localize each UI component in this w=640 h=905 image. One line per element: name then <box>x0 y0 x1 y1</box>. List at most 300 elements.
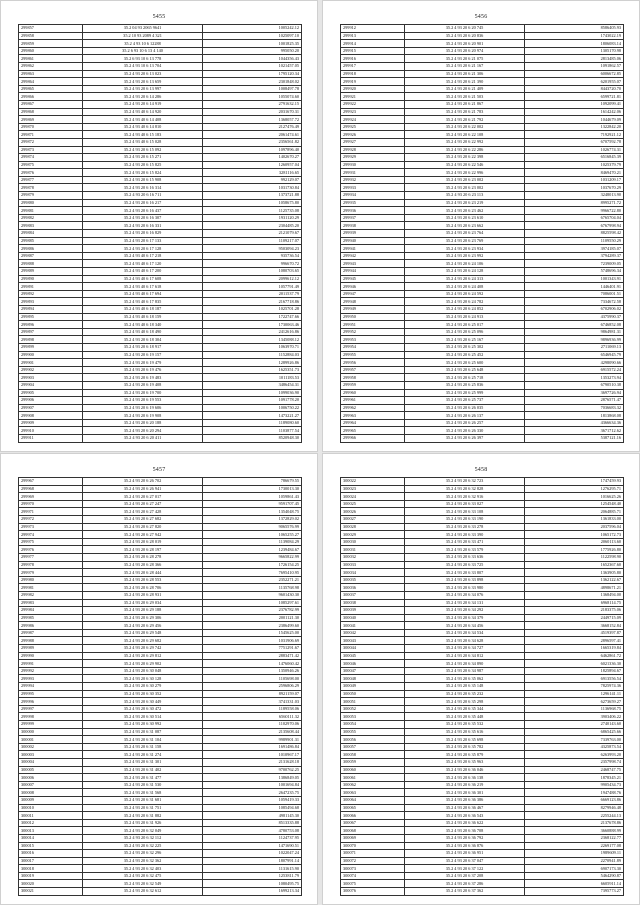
value-cell: 4981145.30 <box>203 812 302 820</box>
value-cell: 1124737.95 <box>203 834 302 842</box>
coordinate-cell: 35.2 4 93 20 6 31 568 <box>82 789 202 797</box>
row-id-cell: 299919 <box>341 78 405 86</box>
row-id-cell: 299945 <box>341 275 405 283</box>
table-row <box>19 192 302 200</box>
row-id-cell: 300011 <box>19 812 83 820</box>
row-id-cell: 299986 <box>19 622 83 630</box>
row-id-cell: 299964 <box>341 419 405 427</box>
table-row <box>19 872 302 880</box>
coordinate-cell: 35.2 4 93 40 6 15 183 <box>82 131 202 139</box>
coordinate-cell: 35.2 4 93 20 6 37 122 <box>404 865 524 873</box>
row-id-cell: 299899 <box>19 343 83 351</box>
row-id-cell: 299860 <box>19 47 83 55</box>
row-id-cell: 299914 <box>341 40 405 48</box>
coordinate-cell: 35.2 4 93 20 6 36 792 <box>404 834 524 842</box>
table-row <box>341 359 624 367</box>
value-cell: 1037670.29 <box>525 184 624 192</box>
row-id-cell: 300039 <box>341 607 405 615</box>
row-id-cell: 299873 <box>19 146 83 154</box>
coordinate-cell: 35.2 4 93 20 6 15 825 <box>82 161 202 169</box>
table-row <box>19 812 302 820</box>
table-row <box>19 328 302 336</box>
row-id-cell: 299868 <box>19 108 83 116</box>
value-cell: 935736.54 <box>203 252 302 260</box>
row-id-cell: 299889 <box>19 268 83 276</box>
coordinate-cell: 35.2 4 93 20 6 36 708 <box>404 827 524 835</box>
coordinate-cell: 35.2 4 93 20 6 31 104 <box>82 736 202 744</box>
table-row <box>341 146 624 154</box>
row-id-cell: 300012 <box>19 819 83 827</box>
coordinate-cell: 35.2 4 93 20 6 33 027 <box>404 500 524 508</box>
coordinate-cell: 35.2 4 93 20 6 37 362 <box>404 888 524 896</box>
coordinate-cell: 35.2 4 93 40 6 18 490 <box>82 328 202 336</box>
row-id-cell: 299944 <box>341 268 405 276</box>
table-row <box>341 343 624 351</box>
row-id-cell: 299863 <box>19 70 83 78</box>
table-row <box>341 698 624 706</box>
value-cell: 6707592.78 <box>525 138 624 146</box>
table-row <box>341 116 624 124</box>
table-row <box>341 789 624 797</box>
row-id-cell: 299885 <box>19 237 83 245</box>
row-id-cell: 299924 <box>341 116 405 124</box>
value-cell: 1099036.90 <box>203 389 302 397</box>
table-row <box>341 690 624 698</box>
value-cell: 7192921.12 <box>525 131 624 139</box>
row-id-cell: 299875 <box>19 161 83 169</box>
coordinate-cell: 35.2 4 93 40 6 18 340 <box>82 321 202 329</box>
value-cell: 2813485.06 <box>525 55 624 63</box>
table-row <box>19 774 302 782</box>
table-row <box>19 713 302 721</box>
value-cell: 1807991.14 <box>203 857 302 865</box>
table-row <box>19 591 302 599</box>
table-row <box>341 313 624 321</box>
value-cell: 1726154.25 <box>203 561 302 569</box>
row-id-cell: 299880 <box>19 199 83 207</box>
table-row <box>341 40 624 48</box>
row-id-cell: 300048 <box>341 675 405 683</box>
table-row <box>19 313 302 321</box>
coordinate-cell: 35.2 4 93 20 6 33 390 <box>404 531 524 539</box>
row-id-cell: 299901 <box>19 359 83 367</box>
row-id-cell: 300071 <box>341 850 405 858</box>
coordinate-cell: 35.2 4 93 40 6 15 028 <box>82 138 202 146</box>
coordinate-cell: 35.2 4 93 20 6 30 352 <box>82 690 202 698</box>
table-row <box>19 660 302 668</box>
value-cell: 3668152.84 <box>525 622 624 630</box>
row-id-cell: 300030 <box>341 538 405 546</box>
value-cell: 1473221.27 <box>203 412 302 420</box>
value-cell: 1059861.43 <box>203 493 302 501</box>
value-cell: 3660888.99 <box>525 827 624 835</box>
row-id-cell: 299893 <box>19 298 83 306</box>
table-row <box>341 569 624 577</box>
row-id-cell: 299963 <box>341 412 405 420</box>
row-id-cell: 299931 <box>341 169 405 177</box>
value-cell: 7751291.67 <box>203 645 302 653</box>
table-row <box>341 138 624 146</box>
coordinate-cell: 35.2 4 93 20 6 23 764 <box>404 230 524 238</box>
table-row <box>341 351 624 359</box>
value-cell: 4375990.37 <box>525 313 624 321</box>
value-cell: 6516845.39 <box>525 154 624 162</box>
table-row <box>19 667 302 675</box>
coordinate-cell: 35.2 4 93 20 6 15 092 <box>82 146 202 154</box>
table-row <box>341 366 624 374</box>
value-cell: 6560111.32 <box>203 713 302 721</box>
row-id-cell: 299869 <box>19 116 83 124</box>
value-cell: 1080495.75 <box>203 880 302 888</box>
table-row <box>19 305 302 313</box>
value-cell: 1253811.79 <box>203 872 302 880</box>
row-id-cell: 299900 <box>19 351 83 359</box>
value-cell: 1125735.08 <box>203 207 302 215</box>
row-id-cell: 299906 <box>19 397 83 405</box>
value-cell: 1322842.20 <box>525 123 624 131</box>
row-id-cell: 299895 <box>19 313 83 321</box>
row-id-cell: 300046 <box>341 660 405 668</box>
table-row <box>19 55 302 63</box>
coordinate-cell: 35.2 4 93 20 6 24 592 <box>404 290 524 298</box>
table-row <box>341 629 624 637</box>
table-row <box>341 321 624 329</box>
value-cell: 3697726.94 <box>525 389 624 397</box>
coordinate-cell: 35.2 4 93 10 6 12288 <box>82 40 202 48</box>
value-cell: 2167718.86 <box>203 298 302 306</box>
value-cell: 2711069.13 <box>525 343 624 351</box>
table-row <box>19 721 302 729</box>
coordinate-cell: 35.2 4 93 20 6 31 274 <box>82 751 202 759</box>
value-cell: 1345088.12 <box>203 336 302 344</box>
coordinate-cell: 35.2 4 93 20 6 34 292 <box>404 607 524 615</box>
row-id-cell: 300021 <box>19 888 83 896</box>
coordinate-cell: 35.2 4 93 20 6 20 836 <box>404 32 524 40</box>
value-cell: 1545625.00 <box>203 629 302 637</box>
value-cell: 1103877.54 <box>203 427 302 435</box>
table-row <box>341 614 624 622</box>
coordinate-cell: 35.2 4 93 20 6 35 344 <box>404 705 524 713</box>
value-cell: 2368122.77 <box>525 834 624 842</box>
table-row <box>341 645 624 653</box>
coordinate-cell: 35.2 4 93 20 6 31 087 <box>82 728 202 736</box>
value-cell: 2183375.06 <box>525 607 624 615</box>
value-cell: 2304485.20 <box>203 222 302 230</box>
value-cell: 1730013.30 <box>203 485 302 493</box>
value-cell: 2099612.12 <box>203 275 302 283</box>
row-id-cell: 299857 <box>19 25 83 33</box>
value-cell: 3903406.22 <box>525 713 624 721</box>
row-id-cell: 300068 <box>341 827 405 835</box>
value-cell: 2449715.09 <box>525 614 624 622</box>
table-row <box>19 865 302 873</box>
table-row <box>341 584 624 592</box>
row-id-cell: 299948 <box>341 298 405 306</box>
row-id-cell: 299952 <box>341 328 405 336</box>
table-row <box>341 154 624 162</box>
table-row <box>341 169 624 177</box>
row-id-cell: 300014 <box>19 834 83 842</box>
value-cell: 5464290.87 <box>525 872 624 880</box>
row-id-cell: 299902 <box>19 366 83 374</box>
coordinate-cell: 35.2 4 93 20 6 36 219 <box>404 781 524 789</box>
value-cell: 1001343.91 <box>525 275 624 283</box>
value-cell: 2883471.42 <box>203 652 302 660</box>
row-id-cell: 299981 <box>19 584 83 592</box>
document-page-1 <box>0 0 318 452</box>
value-cell: 7086001.51 <box>525 290 624 298</box>
table-row <box>19 62 302 70</box>
coordinate-cell: 35.2 4 93 20 6 34 456 <box>404 622 524 630</box>
coordinate-cell: 35.2 4 93 20 6 33 807 <box>404 569 524 577</box>
coordinate-cell: 35.2 4 93 20 6 23 662 <box>404 222 524 230</box>
row-id-cell: 300044 <box>341 645 405 653</box>
table-row <box>341 766 624 774</box>
table-row <box>341 508 624 516</box>
table-row <box>19 290 302 298</box>
value-cell: 6273659.27 <box>525 698 624 706</box>
value-cell: 2001121.30 <box>203 614 302 622</box>
row-id-cell: 300053 <box>341 713 405 721</box>
table-row <box>19 629 302 637</box>
row-id-cell: 299925 <box>341 123 405 131</box>
table-row <box>19 40 302 48</box>
table-row <box>341 427 624 435</box>
value-cell: 1022047.24 <box>203 850 302 858</box>
coordinate-cell: 35.2 4 93 20 6 29 902 <box>82 660 202 668</box>
value-cell: 1747459.93 <box>525 478 624 486</box>
value-cell: 2412616.86 <box>203 328 302 336</box>
coordinate-cell: 35.2 4 93 20 6 32 112 <box>82 834 202 842</box>
table-row <box>341 538 624 546</box>
table-row <box>341 207 624 215</box>
value-cell: 1044356.43 <box>203 55 302 63</box>
value-cell: 1878345.21 <box>525 774 624 782</box>
coordinate-cell: 35.2 4 93 20 6 16 711 <box>82 192 202 200</box>
coordinate-cell: 35.2 4 93 20 6 34 727 <box>404 645 524 653</box>
value-cell: 1011183.53 <box>203 374 302 382</box>
value-cell: 1795120.34 <box>203 70 302 78</box>
value-cell: 1109550.29 <box>525 237 624 245</box>
row-id-cell: 300031 <box>341 546 405 554</box>
coordinate-cell: 35.2 4 93 20 6 13 997 <box>82 85 202 93</box>
row-id-cell: 299920 <box>341 85 405 93</box>
value-cell: 6765704.04 <box>525 214 624 222</box>
value-cell: 2386499.60 <box>203 622 302 630</box>
table-row <box>19 93 302 101</box>
table-row <box>341 531 624 539</box>
value-cell: 6915572.24 <box>525 366 624 374</box>
table-row <box>341 47 624 55</box>
value-cell: 1105698.00 <box>203 675 302 683</box>
table-row <box>19 283 302 291</box>
table-row <box>19 108 302 116</box>
coordinate-cell: 35.2 4 93 20 6 21 390 <box>404 78 524 86</box>
table-row <box>341 865 624 873</box>
coordinate-cell: 35.2 4 93 20 6 31 926 <box>82 819 202 827</box>
coordinate-cell: 35.2 4 93 20 6 31 751 <box>82 804 202 812</box>
value-cell: 1775926.80 <box>525 546 624 554</box>
table-row <box>341 500 624 508</box>
table-row <box>19 569 302 577</box>
coordinate-cell: 35.2 4 93 20 6 29 034 <box>82 599 202 607</box>
row-id-cell: 300036 <box>341 584 405 592</box>
value-cell: 1471690.51 <box>203 842 302 850</box>
row-id-cell: 299975 <box>19 538 83 546</box>
table-row <box>19 622 302 630</box>
coordinate-cell: 35.2 4 93 20 6 20 294 <box>82 427 202 435</box>
table-row <box>19 546 302 554</box>
table-row <box>19 834 302 842</box>
row-id-cell: 299871 <box>19 131 83 139</box>
coordinate-cell: 35.2 4 93 20 6 35 448 <box>404 713 524 721</box>
coordinate-cell: 35.2 4 93 20 6 29 812 <box>82 652 202 660</box>
coordinate-cell: 35.2 4 93 20 6 15 908 <box>82 176 202 184</box>
coordinate-cell: 35.2 4 93 20 6 22 002 <box>404 123 524 131</box>
table-row <box>341 758 624 766</box>
row-id-cell: 299884 <box>19 230 83 238</box>
row-id-cell: 299939 <box>341 230 405 238</box>
table-row <box>19 275 302 283</box>
row-id-cell: 300035 <box>341 576 405 584</box>
coordinate-cell: 35.2 4 93 40 6 17 200 <box>82 268 202 276</box>
table-row <box>341 283 624 291</box>
value-cell: 1189080.60 <box>203 419 302 427</box>
value-cell: 1353273.94 <box>525 374 624 382</box>
table-row <box>341 675 624 683</box>
value-cell: 7036683.32 <box>525 404 624 412</box>
row-id-cell: 300004 <box>19 758 83 766</box>
value-cell: 1368494.00 <box>525 591 624 599</box>
value-cell: 9591707.45 <box>203 500 302 508</box>
table-row <box>19 728 302 736</box>
value-cell: 1806083.14 <box>525 40 624 48</box>
value-cell: 1063970.71 <box>203 343 302 351</box>
value-cell: 4366634.36 <box>525 419 624 427</box>
row-id-cell: 299973 <box>19 523 83 531</box>
table-row <box>19 336 302 344</box>
row-id-cell: 299955 <box>341 351 405 359</box>
table-row <box>341 131 624 139</box>
table-row <box>341 827 624 835</box>
table-row <box>19 214 302 222</box>
value-cell: 1122598.90 <box>525 553 624 561</box>
row-id-cell: 299947 <box>341 290 405 298</box>
coordinate-cell: 35.2 4 93 20 6 22 108 <box>404 131 524 139</box>
row-id-cell: 300032 <box>341 553 405 561</box>
row-id-cell: 299904 <box>19 381 83 389</box>
coordinate-cell: 35.2 4 93 20 6 23 002 <box>404 184 524 192</box>
coordinate-cell: 35.2 4 93 20 6 16 437 <box>82 207 202 215</box>
value-cell: 8825598.42 <box>525 230 624 238</box>
coordinate-cell: 35.2 4 93 20 6 14 919 <box>82 100 202 108</box>
row-id-cell: 299881 <box>19 207 83 215</box>
coordinate-cell: 35.2 4 93 20 6 26 397 <box>404 435 524 443</box>
value-cell: 9989901.31 <box>203 736 302 744</box>
row-id-cell: 299993 <box>19 675 83 683</box>
coordinate-cell: 35.2 4 93 20 6 35 062 <box>404 675 524 683</box>
value-cell: 1931120.29 <box>203 214 302 222</box>
value-cell: 1813868.08 <box>525 412 624 420</box>
row-id-cell: 299953 <box>341 336 405 344</box>
value-cell: 1021457.05 <box>203 62 302 70</box>
value-cell: 3486454.31 <box>203 381 302 389</box>
coordinate-cell: 35.2 4 93 20 6 31 530 <box>82 781 202 789</box>
coordinate-cell: 35.2 4 93 20 6 21 792 <box>404 116 524 124</box>
coordinate-cell: 35.2 4 93 20 6 37 208 <box>404 872 524 880</box>
value-cell: 1625351.73 <box>203 366 302 374</box>
row-id-cell: 299954 <box>341 343 405 351</box>
table-row <box>19 743 302 751</box>
coordinate-cell: 35.2 4 93 20 6 32 549 <box>82 880 202 888</box>
coordinate-cell: 35.2 4 93 40 6 17 608 <box>82 275 202 283</box>
coordinate-cell: 35.2 4 93 20 6 25 167 <box>404 336 524 344</box>
table-row <box>19 131 302 139</box>
value-cell: 1239484.67 <box>203 546 302 554</box>
row-id-cell: 299983 <box>19 599 83 607</box>
coordinate-cell: 35.2 4 93 20 6 20 974 <box>404 47 524 55</box>
table-row <box>341 374 624 382</box>
coordinate-cell: 35.2 4 93 20 6 33 980 <box>404 584 524 592</box>
coordinate-cell: 35.2 4 93 20 6 33 636 <box>404 553 524 561</box>
value-cell: 6201955.07 <box>525 78 624 86</box>
coordinate-cell: 35.2 4 93 40 6 18 159 <box>82 313 202 321</box>
row-id-cell: 299865 <box>19 85 83 93</box>
table-row <box>19 366 302 374</box>
value-cell: 8469470.21 <box>525 169 624 177</box>
row-id-cell: 299874 <box>19 154 83 162</box>
value-cell: 1722747.66 <box>203 313 302 321</box>
row-id-cell: 299984 <box>19 607 83 615</box>
row-id-cell: 299960 <box>341 389 405 397</box>
row-id-cell: 299928 <box>341 146 405 154</box>
value-cell: 2352271.21 <box>203 576 302 584</box>
table-row <box>341 774 624 782</box>
value-cell: 1005242.12 <box>203 25 302 33</box>
row-id-cell: 300037 <box>341 591 405 599</box>
table-row <box>19 138 302 146</box>
value-cell: 1044679.09 <box>525 116 624 124</box>
row-id-cell: 299929 <box>341 154 405 162</box>
row-id-cell: 300027 <box>341 515 405 523</box>
row-id-cell: 299992 <box>19 667 83 675</box>
row-id-cell: 299961 <box>341 397 405 405</box>
coordinate-cell: 35.2 4 93 20 6 16 307 <box>82 214 202 222</box>
coordinate-cell: 35.2 4 93 40 6 17 694 <box>82 290 202 298</box>
row-id-cell: 300070 <box>341 842 405 850</box>
value-cell: 1135768.98 <box>203 584 302 592</box>
value-cell: 2647235.75 <box>203 789 302 797</box>
row-id-cell: 300033 <box>341 561 405 569</box>
table-row <box>341 381 624 389</box>
document-page-4 <box>322 453 640 905</box>
coordinate-cell: 35.2 4 93 20 6 19 700 <box>82 389 202 397</box>
row-id-cell: 299922 <box>341 100 405 108</box>
row-id-cell: 299965 <box>341 427 405 435</box>
coordinate-cell: 35.2 4 93 20 6 25 302 <box>404 343 524 351</box>
value-cell: 7825974.36 <box>525 683 624 691</box>
value-cell: 1446401.91 <box>525 283 624 291</box>
coordinate-cell: 35.2 4 93 20 6 20 901 <box>404 40 524 48</box>
table-row <box>19 351 302 359</box>
table-row <box>19 389 302 397</box>
value-cell: 9700762.25 <box>203 766 302 774</box>
row-id-cell: 299956 <box>341 359 405 367</box>
table-row <box>341 184 624 192</box>
value-cell: 3794289.37 <box>525 252 624 260</box>
coordinate-cell: 35.2 4 93 20 6 21 783 <box>404 108 524 116</box>
table-row <box>19 321 302 329</box>
